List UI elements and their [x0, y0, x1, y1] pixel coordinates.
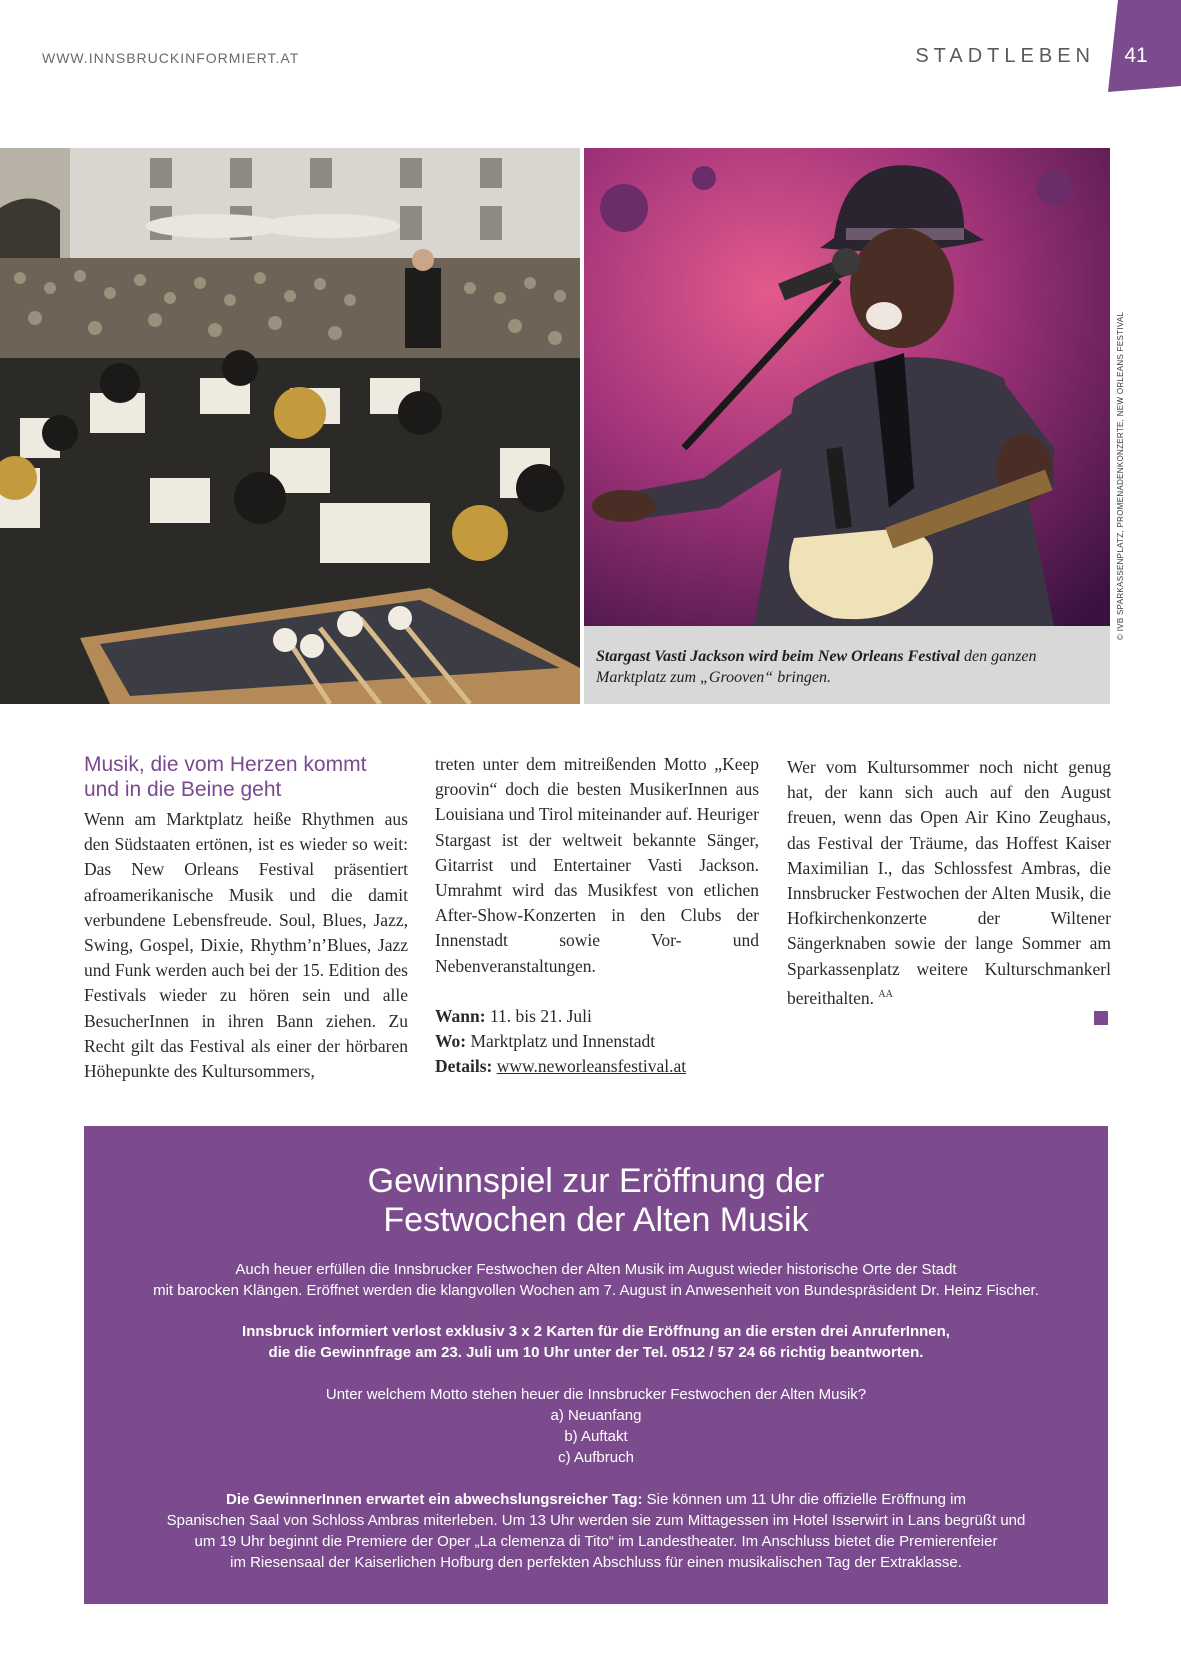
- article-column-2-text: treten unter dem mitreißenden Motto „Keep groovin“ doch die besten MusikerInnen aus Louisiana und Tirol miteinander auf. Heuriger Stargast ist der weltweit bekannte Sänger, Gitarrist und Entertainer Vasti Jackson. Umrahmt wird das Musikfest von etlichen After-Show-Konzerten in den Clubs der Innenstadt sowie Vor- und Nebenveranstaltungen.: [435, 754, 759, 976]
- concert-photo: [0, 148, 580, 704]
- contest-raffle-line-1: Innsbruck informiert verlost exklusiv 3 x 2 Karten für die Eröffnung an die ersten drei AnruferInnen,: [242, 1323, 950, 1340]
- contest-intro-line-1: Auch heuer erfüllen die Innsbrucker Festwochen der Alten Musik im August wieder historische Orte der Stadt: [235, 1261, 957, 1278]
- caption-bold: Stargast Vasti Jackson wird beim New Orleans Festival: [596, 648, 961, 665]
- contest-prize-bold: Die GewinnerInnen erwartet ein abwechslungsreicher Tag:: [225, 1491, 643, 1508]
- article-column-1: Wenn am Marktplatz heiße Rhythmen aus den Südstaaten ertönen, ist es wieder so weit: Das New Orleans Festival präsentiert afroamerikanische Musik und die damit verbundene Lebensfreude. Soul, Blues, Jazz, Swing, Gospel, Dixie, Rhythm’n’Blues, Jazz und Funk werden auch bei der 15. Edition des Festivals wieder zu hören sein und alle BesucherInnen in ihren Bann ziehen. Zu Recht gilt das Festival als einer der hörbaren Höhepunkte des Kultursommers,: [84, 809, 408, 1082]
- contest-prize-line-1-rest: Sie können um 11 Uhr die offizielle Eröffnung im: [642, 1491, 967, 1508]
- when-label: Wann:: [435, 1005, 486, 1026]
- where-label: Wo:: [435, 1031, 467, 1052]
- contest-intro: [84, 1259, 1108, 1301]
- article-headline: [84, 752, 414, 802]
- section-label: STADTLEBEN: [915, 45, 1095, 67]
- contest-question-block: [84, 1384, 1108, 1468]
- contest-raffle-line-2: die die Gewinnfrage am 23. Juli um 10 Uhr unter der Tel. 0512 / 57 24 66 richtig beantworten.: [268, 1344, 924, 1361]
- info-details: [435, 1054, 759, 1079]
- info-when: [435, 1004, 759, 1029]
- headline-line-1: Musik, die vom Herzen kommt: [84, 753, 367, 776]
- photo-caption: [584, 626, 1110, 704]
- article-column-3-text: Wer vom Kultursommer noch nicht genug hat, der kann sich auch auf den August freuen, wenn das Open Air Kino Zeughaus, das Festival der Träume, das Hoffest Kaiser Maximilian I., das Schlossfest Ambras, die Innsbrucker Festwochen der Alten Musik, die Hofkirchenkonzerte der Wiltener Sängerknaben sowie der lange Sommer am Sparkassenplatz weitere Kulturschmankerl bereithalten.: [787, 757, 1111, 1008]
- info-where: [435, 1029, 759, 1054]
- contest-prize: [84, 1489, 1108, 1573]
- caption-rest: den ganzen Marktplatz zum „Grooven“ bringen.: [596, 648, 1037, 686]
- contest-title-line-1: Gewinnspiel zur Eröffnung der: [367, 1162, 825, 1200]
- contest-title: [84, 1162, 1108, 1240]
- photo-credit: © IVB SPARKASSENPLATZ, PROMENADENKONZERTE, NEW ORLEANS FESTIVAL: [1116, 311, 1125, 640]
- contest-prize-line-2: Spanischen Saal von Schloss Ambras miterleben. Um 13 Uhr werden sie zum Mittagessen im Hotel Isserwirt in Lans begrüßt und: [166, 1512, 1026, 1529]
- contest-title-line-2: Festwochen der Alten Musik: [383, 1201, 809, 1239]
- when-value: 11. bis 21. Juli: [485, 1005, 592, 1026]
- contest-answer-b: b) Auftakt: [564, 1428, 628, 1445]
- contest-answer-a: a) Neuanfang: [550, 1407, 642, 1424]
- contest-prize-line-3: um 19 Uhr beginnt die Premiere der Oper „La clemenza di Tito“ im Landestheater. Im Anschluss bietet die Premierenfeier: [194, 1533, 998, 1550]
- article-column-2: [435, 752, 759, 1079]
- article-column-3: [787, 755, 1111, 1011]
- contest-intro-line-2: mit barocken Klängen. Eröffnet werden die klangvollen Wochen am 7. August in Anwesenheit von Bundespräsident Dr. Heinz Fischer.: [153, 1282, 1039, 1299]
- headline-line-2: und in die Beine geht: [84, 778, 282, 801]
- festival-link[interactable]: www.neworleansfestival.at: [496, 1056, 687, 1077]
- author-initials: AA: [878, 988, 893, 1000]
- page-number: 41: [1124, 44, 1148, 67]
- contest-question: Unter welchem Motto stehen heuer die Innsbrucker Festwochen der Alten Musik?: [325, 1386, 867, 1403]
- contest-prize-line-4: im Riesensaal der Kaiserlichen Hofburg den perfekten Abschluss für einen musikalischen Tag der Extraklasse.: [230, 1554, 962, 1571]
- article-end-mark: [1094, 1011, 1108, 1025]
- contest-answer-c: c) Aufbruch: [558, 1449, 634, 1466]
- details-label: Details:: [435, 1056, 493, 1077]
- contest-box: [84, 1126, 1108, 1604]
- contest-raffle: [84, 1321, 1108, 1363]
- site-url: WWW.INNSBRUCKINFORMIERT.AT: [42, 50, 300, 66]
- artist-photo: [584, 148, 1110, 626]
- where-value: Marktplatz und Innenstadt: [466, 1031, 656, 1052]
- contest-prize-line-1: [84, 1489, 1108, 1510]
